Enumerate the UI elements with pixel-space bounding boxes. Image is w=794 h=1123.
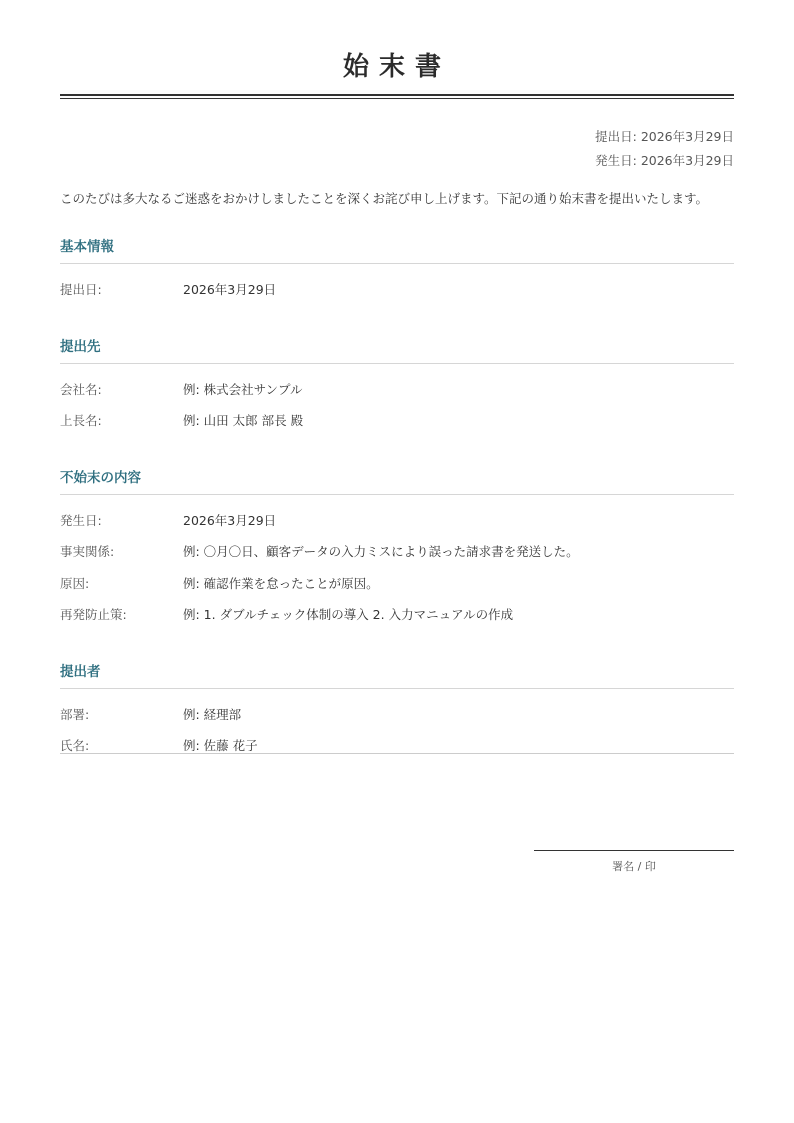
field-label: 事実関係: [60,544,115,559]
document-title: 始末書 [342,52,451,82]
field-value: 例: 確認作業を怠ったことが原因。 [183,575,379,591]
section-submitter [60,660,734,765]
signature-label: 署名 / 印 [612,860,656,873]
field-value: 2026年3月29日 [183,282,277,297]
field-label: 提出日: [60,282,102,297]
date-block [60,125,734,173]
field-row [60,571,734,603]
bottom-divider [60,753,734,754]
field-label: 発生日: [60,512,102,528]
section-recipient [60,335,734,440]
field-value: 例: 〇月〇日、顧客データの入力ミスにより誤った請求書を発送した。 [183,544,579,559]
field-label: 再発防止策: [60,607,127,622]
field-label: 会社名: [60,381,102,397]
field-label: 原因: [60,575,90,591]
field-row [60,702,734,734]
field-row [60,733,734,765]
section-basic-info [60,235,734,309]
field-row [60,408,734,440]
field-label: 部署: [60,706,90,722]
section-incident-details [60,466,734,634]
intro-text: このたびは多大なるご迷惑をおかけしましたことを深くお詫び申し上げます。下記の通り始末書を提出いたします。 [60,191,709,206]
field-value: 2026年3月29日 [183,512,277,528]
field-value: 例: 1. ダブルチェック体制の導入 2. 入力マニュアルの作成 [183,607,514,622]
section-title: 基本情報 [60,235,734,264]
field-row [60,377,734,409]
occurrence-date-line: 発生日: 2026年3月29日 [595,153,734,168]
document-page [60,0,734,765]
title-double-rule [60,94,734,99]
section-title: 提出先 [60,335,734,364]
section-title: 提出者 [60,660,734,689]
field-row [60,602,734,634]
submission-date-line: 提出日: 2026年3月29日 [595,129,734,144]
field-value: 例: 株式会社サンプル [183,381,303,397]
field-value: 例: 山田 太郎 部長 殿 [183,413,304,428]
field-row [60,539,734,571]
section-title: 不始末の内容 [60,466,734,495]
field-label: 上長名: [60,413,102,428]
field-label: 氏名: [60,738,90,753]
signature-line [534,850,734,874]
field-row [60,277,734,309]
field-row [60,508,734,540]
field-value: 例: 佐藤 花子 [183,738,258,753]
field-value: 例: 経理部 [183,706,242,722]
